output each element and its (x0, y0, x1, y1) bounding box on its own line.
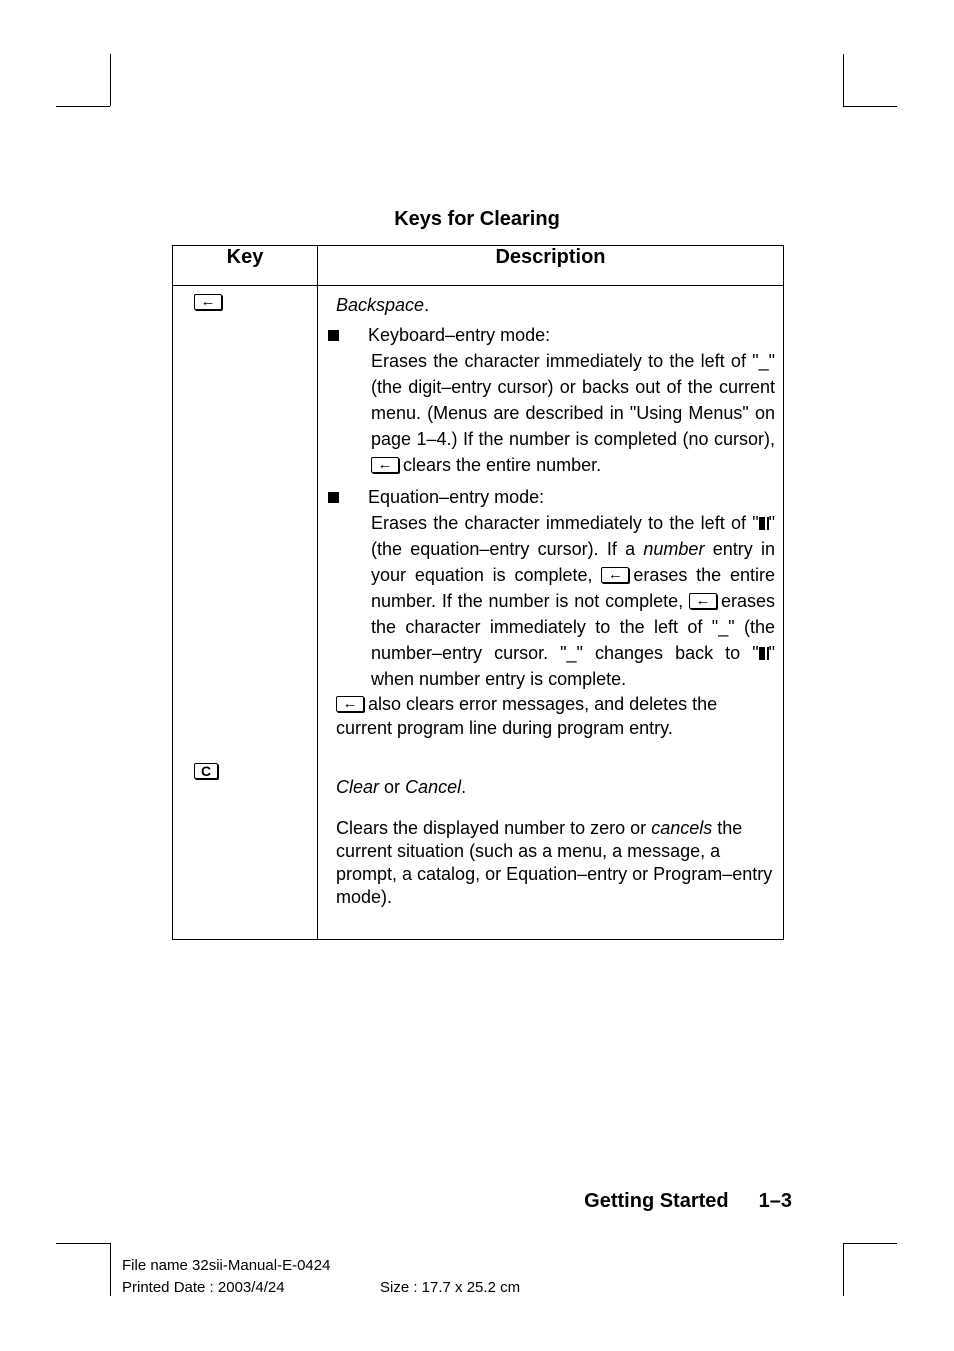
crop-mark (843, 1243, 897, 1244)
keys-table (172, 245, 784, 940)
block-cursor-icon (759, 647, 769, 660)
key-name: Clear or Cancel. (336, 777, 467, 797)
crop-mark (110, 54, 111, 106)
page-size: Size : 17.7 x 25.2 cm (380, 1279, 521, 1296)
crop-mark (843, 1243, 844, 1296)
description-cell (318, 754, 784, 940)
file-name: File name 32sii-Manual-E-0424 (122, 1257, 331, 1274)
backspace-key-icon: ← (601, 567, 629, 583)
crop-mark (843, 106, 897, 107)
key-name: Backspace. (336, 295, 430, 315)
backspace-key-icon: ← (689, 593, 717, 609)
table-row (173, 286, 784, 755)
column-header-key: Key (173, 246, 318, 286)
printed-date: Printed Date : 2003/4/24 (122, 1279, 285, 1296)
key-cell (173, 754, 318, 940)
crop-mark (56, 1243, 110, 1244)
description-text: Clears the displayed number to zero or cancels the current situation (such as a menu, a message, a prompt, a catalog, or Equation–entry or Program–entry mode). (336, 818, 773, 907)
backspace-key-icon: ← (194, 294, 222, 310)
bullet-square-icon (328, 492, 339, 503)
clear-key-icon: C (194, 763, 218, 779)
backspace-key-icon: ← (336, 696, 364, 712)
note-text: ← also clears error messages, and deletes the current program line during program entry. (336, 694, 718, 738)
table-row (173, 754, 784, 940)
list-item (336, 322, 775, 478)
backspace-key-icon: ← (371, 457, 399, 473)
running-footer (584, 1190, 792, 1213)
section-title: Getting Started (584, 1190, 729, 1212)
crop-mark (843, 54, 844, 106)
crop-mark (110, 1243, 111, 1296)
bullet-body: Erases the character immediately to the left of "_" (the digit–entry cursor) or backs out of the current menu. (Menus are described in "Using Menus" on page 1–4.) If the number is completed (no cursor), ← clears the entire number. (371, 351, 775, 475)
page-title: Keys for Clearing (394, 208, 560, 230)
table-header-row (173, 246, 784, 286)
crop-mark (56, 106, 110, 107)
column-header-description: Description (318, 246, 784, 286)
bullet-body: Erases the character immediately to the left of " " (the equation–entry cursor). If a number entry in your equation is complete, ← erases the entire number. If the number is not complete, ← erases the character immediately to the left of "_" (the number–entry cursor. "_" changes back to " " when number entry is complete. (371, 513, 775, 689)
key-cell (173, 286, 318, 755)
block-cursor-icon (759, 517, 769, 530)
bullet-square-icon (328, 330, 339, 341)
description-cell (318, 286, 784, 755)
list-item (336, 484, 775, 692)
page-number: 1–3 (758, 1190, 792, 1212)
bullet-label: Keyboard–entry mode: (368, 325, 551, 345)
bullet-label: Equation–entry mode: (368, 487, 545, 507)
